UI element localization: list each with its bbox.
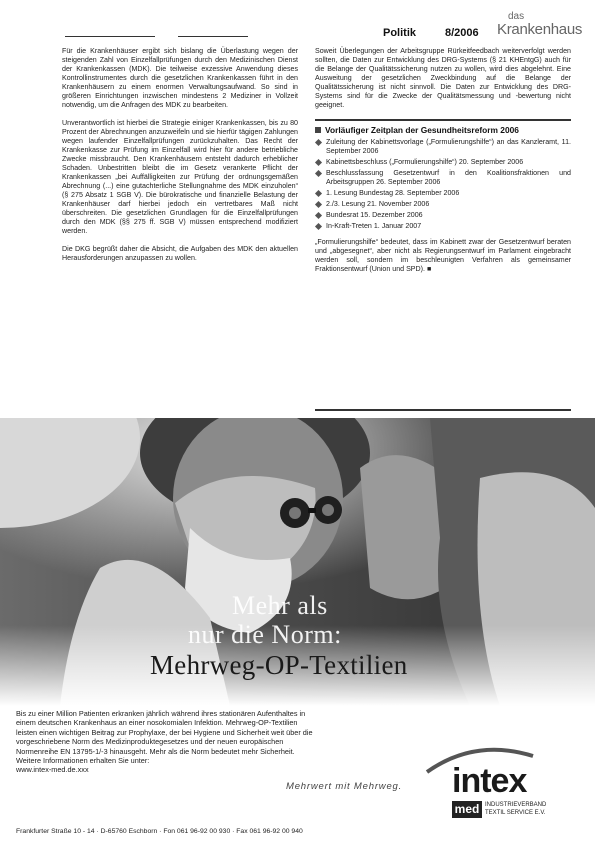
timeline-list bbox=[315, 138, 571, 231]
diamond-bullet-icon bbox=[315, 189, 322, 196]
timeline-item: Kabinettsbeschluss („Formulierungshilfe“) 20. September 2006 bbox=[315, 158, 571, 167]
diamond-bullet-icon bbox=[315, 200, 322, 207]
box-divider bbox=[315, 119, 571, 121]
ad-body bbox=[16, 709, 316, 775]
timeline-item: Zuleitung der Kabinettsvorlage („Formulierungshilfe“) an das Kanzleramt, 11. September 2006 bbox=[315, 138, 571, 156]
ad-url-link[interactable]: www.intex-med.de.xxx bbox=[16, 765, 89, 775]
issue-number: 8/2006 bbox=[445, 27, 479, 39]
brand-logo: intex bbox=[452, 762, 527, 800]
brand-subtitle: INDUSTRIEVERBAND TEXTIL SERVICE E.V. bbox=[485, 802, 547, 816]
timeline-item: Bundesrat 15. Dezember 2006 bbox=[315, 211, 571, 220]
paragraph: Die DKG begrüßt daher die Absicht, die Aufgaben des MDK den aktuellen Herausforderungen anzupassen zu wollen. bbox=[62, 245, 298, 262]
ad-headline-line3: Mehrweg-OP-Textilien bbox=[150, 650, 408, 680]
brand-med-badge: med bbox=[452, 801, 482, 818]
diamond-bullet-icon bbox=[315, 222, 322, 229]
square-bullet-icon bbox=[315, 127, 321, 133]
paragraph: Unverantwortlich ist hierbei die Strategie einiger Krankenkassen, bis zu 80 Prozent der Abrechnungen anzuzweifeln und sie hierfür tägigen Zahlungen wegen laufender Einzelfallprüfungen zurückzuhalten. Das Recht der Krankenkasse zur Prüfung im Einzelfall wird hier für andere betriebliche Zwecke missbraucht. Den Krankenhäusern entsteht dadurch erheblicher Schaden. Unbestritten bleibt die im Gesetz verankerte Pflicht der Krankenkassen „bei Auffälligkeiten zur Prüfung der ordnungsgemäßen Abrechnung (...) eine gutachterliche Stellungnahme des MDK einzuholen“ (§ 275 Absatz 1 SGB V). Die bürokratische und finanzielle Belastung der Krankenhäuser darf hierbei jedoch ein vertretbares Maß nicht überschreiten. Die gesetzlichen Grundlagen für die Einzelfallprüfungen durch den MDK (§§ 275 ff. SGB V) müssen entsprechend modifiziert werden. bbox=[62, 119, 298, 235]
paragraph: „Formulierungshilfe“ bedeutet, dass im Kabinett zwar der Gesetzentwurf beraten und „abgesegnet“, aber nicht als Regierungsentwurf im Parlament eingebracht werden soll, sondern im beschleunigten Verfahren als gemeinsamer Fraktionsentwurf (Union und SPD). ■ bbox=[315, 237, 571, 273]
article-right-column bbox=[315, 47, 571, 283]
paragraph: Für die Krankenhäuser ergibt sich bislang die Überlastung wegen der steigenden Zahl von Einzelfallprüfungen durch den Medizinischen Dienst der Krankenkassen (MDK). Die teilweise exzessive Anwendung dieses Kontrollinstrumentes durch die gesetzlichen Krankenkassen führt in den Krankenhäusern zu einem enormen Verwaltungsaufwand. So sind in größeren Einrichtungen inzwischen mindestens 2 Mediziner in Vollzeit notwendig, um die Anfragen des MDK zu bearbeiten. bbox=[62, 47, 298, 109]
advertisement bbox=[0, 418, 595, 847]
section-title: Politik bbox=[383, 27, 417, 39]
ad-body-text: Bis zu einer Million Patienten erkranken jährlich während ihres stationären Aufenthaltes in einem deutschen Krankenhaus an einer nosokomialen Infektion. Mehrweg-OP-Textilien leisten einen wichtigen Beitrag zur Prophylaxe, der bei Hygiene und Sicherheit weit über die vorgeschriebene Norm des Medizinproduktegesetzes und der neuen europäischen Normenreihe EN 13795-1/-3 hinausgeht. Mehr als die Norm bedeutet mehr Sicherheit. bbox=[16, 709, 313, 756]
magazine-logo-prefix: das bbox=[508, 11, 525, 22]
ad-slogan: Mehrwert mit Mehrweg. bbox=[286, 781, 403, 792]
header-rule-left bbox=[65, 36, 155, 37]
diamond-bullet-icon bbox=[315, 138, 322, 145]
article-end-rule bbox=[315, 409, 571, 411]
diamond-bullet-icon bbox=[315, 158, 322, 165]
timeline-box-title bbox=[315, 125, 571, 135]
magazine-logo: Krankenhaus bbox=[497, 21, 583, 38]
header-rule-mid bbox=[178, 36, 248, 37]
diamond-bullet-icon bbox=[315, 211, 322, 218]
timeline-item: 2./3. Lesung 21. November 2006 bbox=[315, 200, 571, 209]
ad-headline-line2: nur die Norm: bbox=[188, 620, 342, 649]
ad-headline-line1: Mehr als bbox=[232, 591, 328, 620]
article-left-column bbox=[62, 47, 298, 272]
diamond-bullet-icon bbox=[315, 169, 322, 176]
timeline-item: Beschlussfassung Gesetzentwurf in den Koalitionsfraktionen und Arbeitsgruppen 26. September 2006 bbox=[315, 169, 571, 187]
timeline-item: 1. Lesung Bundestag 28. September 2006 bbox=[315, 189, 571, 198]
ad-address: Frankfurter Straße 10 - 14 · D-65760 Eschborn · Fon 061 96-92 00 930 · Fax 061 96-92 00 940 bbox=[16, 828, 303, 835]
paragraph: Soweit Überlegungen der Arbeitsgruppe Rürkeitfeedbach weiterverfolgt werden sollten, die Daten zur Entwicklung des DRG-Systems (§ 21 KHEntgG) auch für die Belange der Qualitätssicherung nutzen zu wollen, wird dies abgelehnt. Eine Ausweitung der gesetzlichen Zweckbindung auf die Belange der Qualitätssicherung ist nicht sinnvoll. Die Daten zur Entwicklung des DRG-Systems sind für die Zwecke der Qualitätsmessung und -bewertung nicht geeignet. bbox=[315, 47, 571, 109]
timeline-item: In-Kraft-Treten 1. Januar 2007 bbox=[315, 222, 571, 231]
ad-more-info: Weitere Informationen erhalten Sie unter: bbox=[16, 756, 150, 766]
timeline-title-text: Vorläufiger Zeitplan der Gesundheitsreform 2006 bbox=[325, 124, 519, 135]
